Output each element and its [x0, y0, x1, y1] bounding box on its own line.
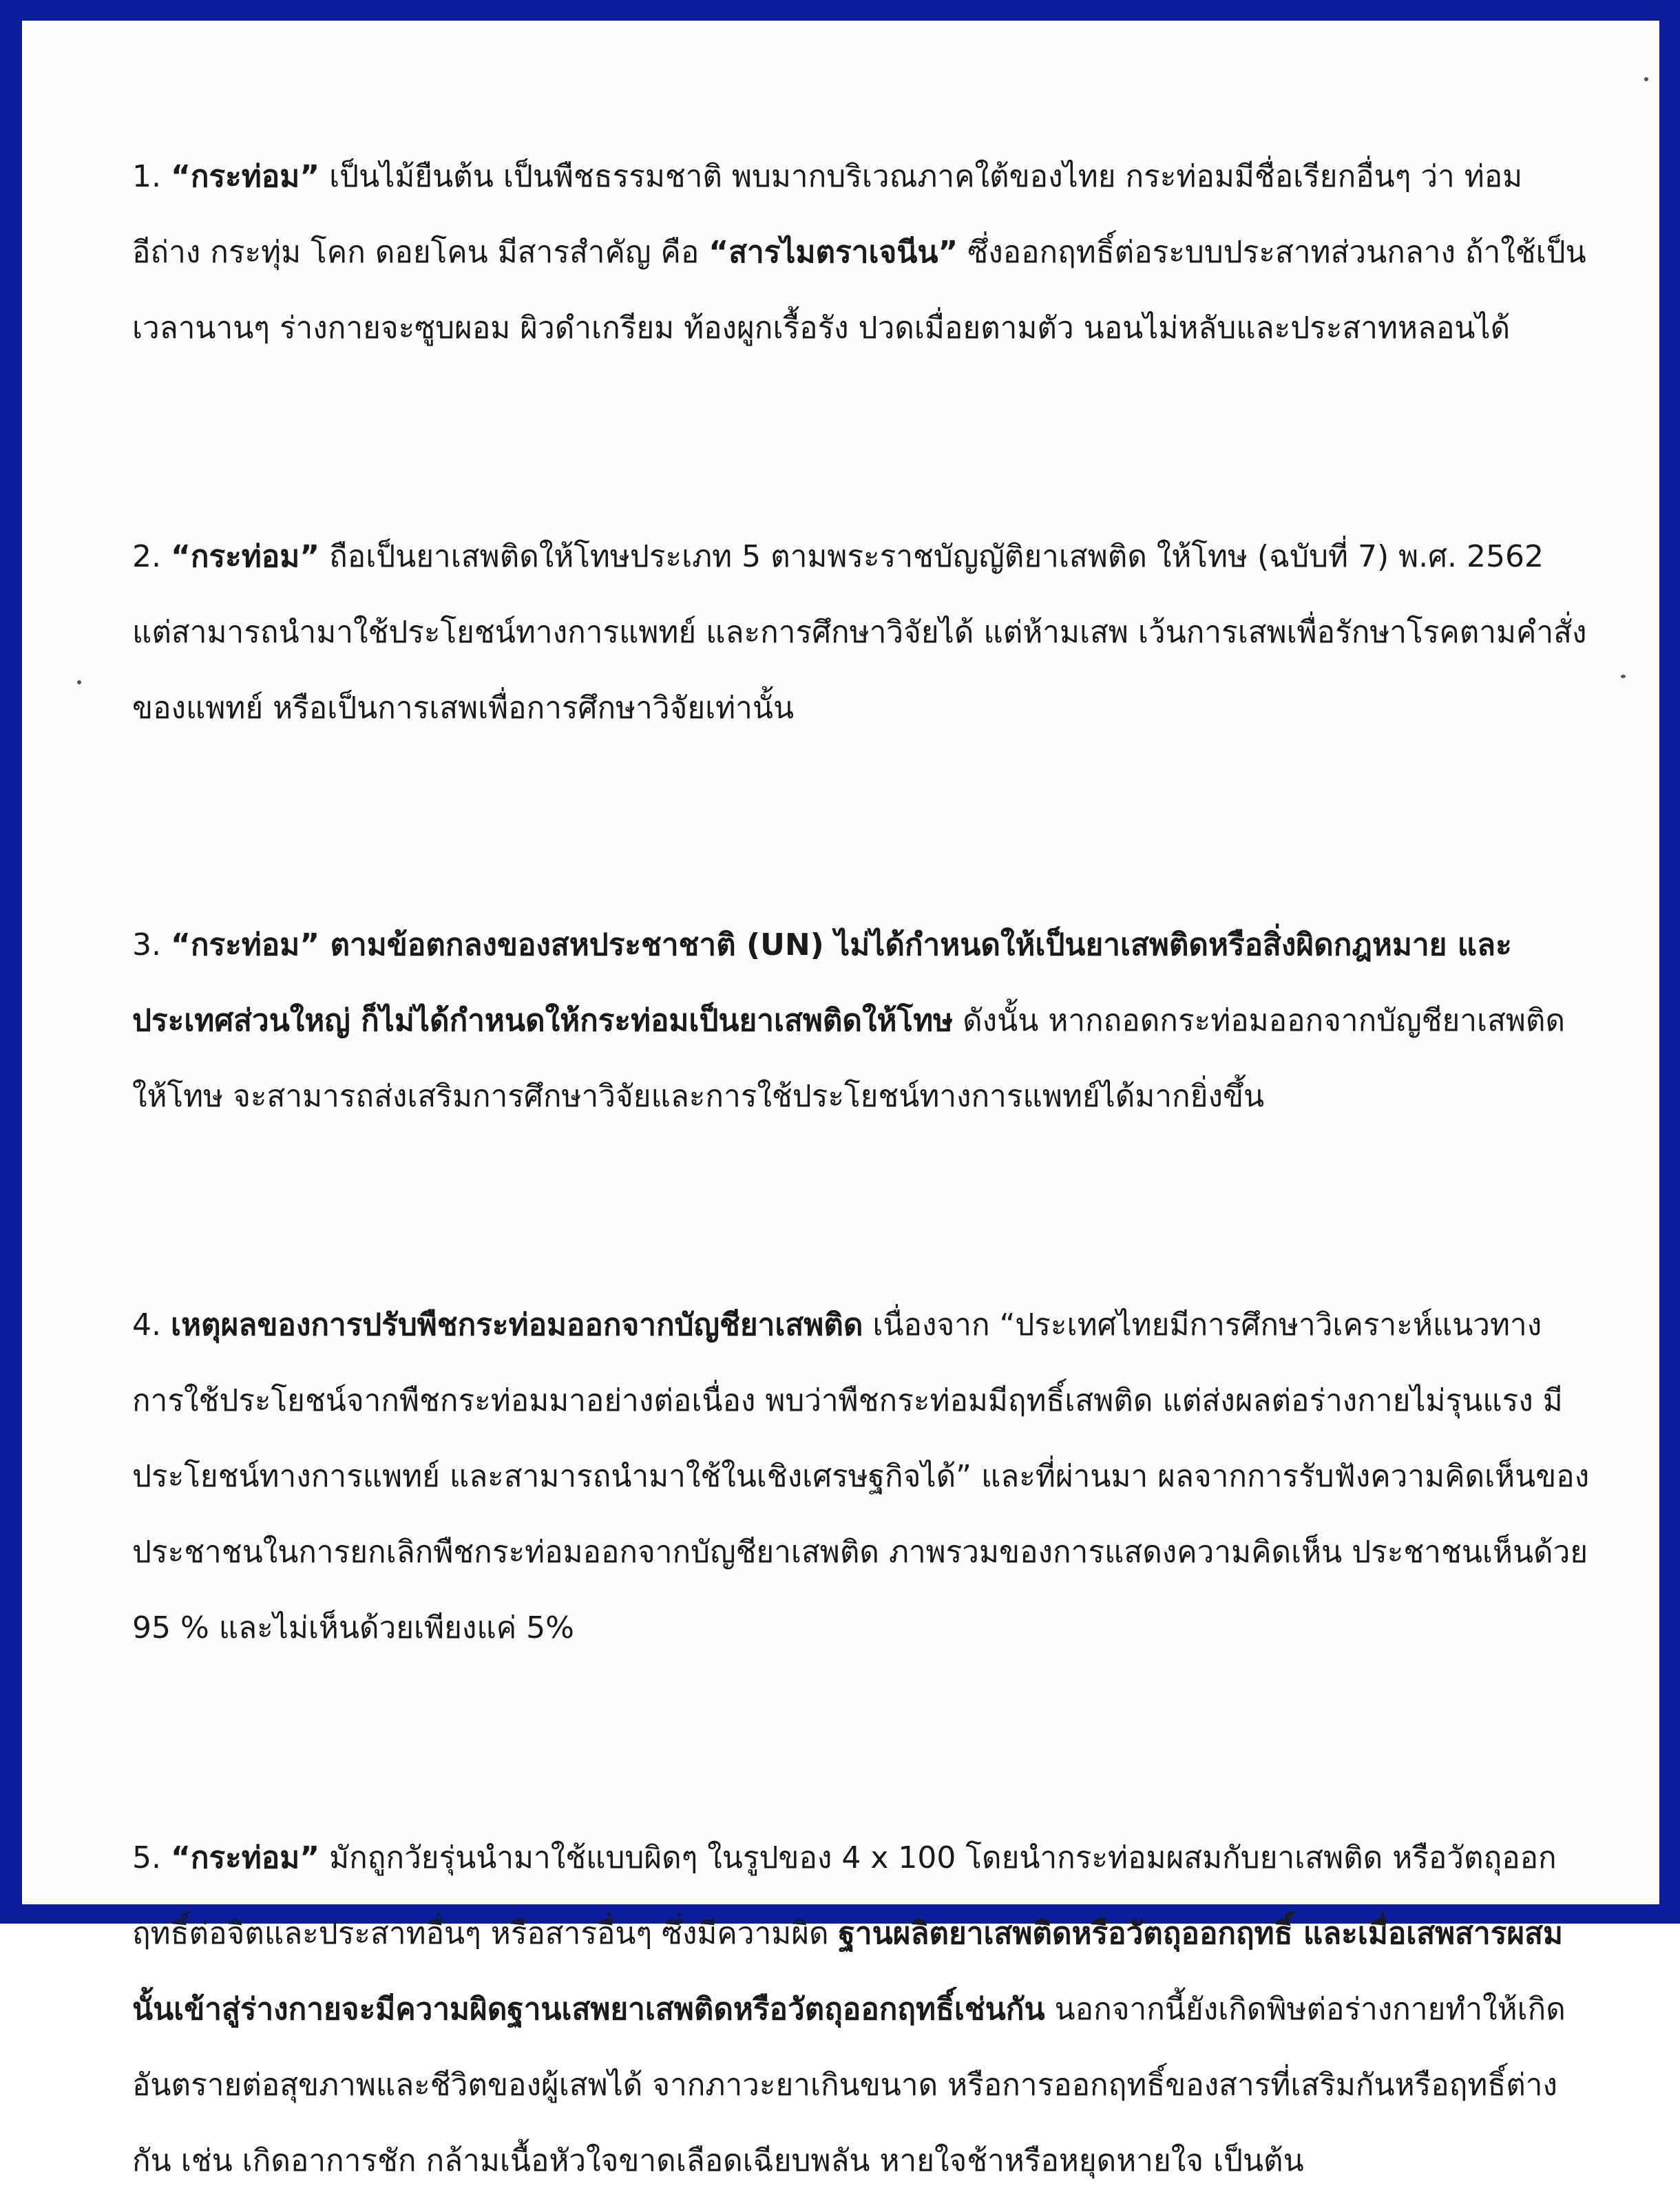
paragraph-5-text: มักถูกวัยรุ่นนำมาใช้แบบผิดๆ ในรูปของ 4 x 100 โดยนำกระท่อมผสมกับยาเสพติด หรือวัตถุออกฤทธิ์ต่อจิตและประสาทอื่นๆ หรือสารอื่นๆ ซึ่งมีความผิด — [132, 1840, 1557, 1951]
paragraph-1-term: “กระท่อม” — [170, 159, 320, 194]
paragraph-2 — [132, 519, 1590, 746]
scan-speck — [1621, 675, 1626, 678]
paragraph-2-number: 2. — [132, 539, 171, 574]
paragraph-5-bold-text: ฐานผลิตยาเสพติดหรือวัตถุออกฤทธิ์ และเมื่อเสพสารผสมนั้นเข้าสู่ร่างกายจะมีความผิดฐานเสพยาเสพติดหรือวัตถุออกฤทธิ์เช่นกัน — [132, 1916, 1563, 2027]
paragraph-5-term: “กระท่อม” — [170, 1840, 320, 1875]
paragraph-4 — [132, 1287, 1590, 1666]
paragraph-1-substance: “สารไมตราเจนีน” — [708, 235, 958, 270]
paragraph-1 — [132, 139, 1590, 366]
paragraph-4-number: 4. — [132, 1307, 171, 1343]
paragraph-5 — [132, 1820, 1590, 2199]
paragraph-2-term: “กระท่อม” — [170, 539, 320, 574]
paragraph-2-text: ถือเป็นยาเสพติดให้โทษประเภท 5 ตามพระราชบัญญัติยาเสพติด ให้โทษ (ฉบับที่ 7) พ.ศ. 2562 แต่สามารถนำมาใช้ประโยชน์ทางการแพทย์ และการศึกษาวิจัยได้ แต่ห้ามเสพ เว้นการเสพเพื่อรักษาโรคตามคำสั่งของแพทย์ หรือเป็นการเสพเพื่อการศึกษาวิจัยเท่านั้น — [132, 539, 1587, 726]
scan-speck — [1644, 77, 1648, 81]
paragraph-4-heading: เหตุผลของการปรับพืชกระท่อมออกจากบัญชียาเสพติด — [170, 1307, 863, 1343]
paragraph-1-text-end: ซึ่งออกฤทธิ์ต่อระบบประสาทส่วนกลาง ถ้าใช้เป็นเวลานานๆ ร่างกายจะซูบผอม ผิวดำเกรียม ท้องผูกเรื้อรัง ปวดเมื่อยตามตัว นอนไม่หลับและประสาทหลอนได้ — [132, 235, 1586, 346]
paragraph-3-bold-text: “กระท่อม” ตามข้อตกลงของสหประชาชาติ (UN) ไม่ได้กำหนดให้เป็นยาเสพติดหรือสิ่งผิดกฎหมาย และประเทศส่วนใหญ่ ก็ไม่ได้กำหนดให้กระท่อมเป็นยาเสพติดให้โทษ — [132, 927, 1512, 1038]
paragraph-3-number: 3. — [132, 927, 171, 962]
paragraph-4-text: เนื่องจาก “ประเทศไทยมีการศึกษาวิเคราะห์แนวทาง การใช้ประโยชน์จากพืชกระท่อมมาอย่างต่อเนื่อง พบว่าพืชกระท่อมมีฤทธิ์เสพติด แต่ส่งผลต่อร่างกายไม่รุนแรง มีประโยชน์ทางการแพทย์ และสามารถนำมาใช้ในเชิงเศรษฐกิจได้” และที่ผ่านมา ผลจากการรับฟังความคิดเห็นของประชาชนในการยกเลิกพืชกระท่อมออกจากบัญชียาเสพติด ภาพรวมของการแสดงความคิดเห็น ประชาชนเห็นด้วย 95 % และไม่เห็นด้วยเพียงแค่ 5% — [132, 1307, 1590, 1645]
paragraph-5-text-end: นอกจากนี้ยังเกิดพิษต่อร่างกายทำให้เกิดอันตรายต่อสุขภาพและชีวิตของผู้เสพได้ จากภาวะยาเกินขนาด หรือการออกฤทธิ์ของสารที่เสริมกันหรือฤทธิ์ต่างกัน เช่น เกิดอาการชัก กล้ามเนื้อหัวใจขาดเลือดเฉียบพลัน หายใจช้าหรือหยุดหายใจ เป็นต้น — [132, 1992, 1566, 2178]
scan-speck — [77, 680, 81, 684]
document-page — [22, 21, 1659, 2178]
paragraph-1-text: เป็นไม้ยืนต้น เป็นพืชธรรมชาติ พบมากบริเวณภาคใต้ของไทย กระท่อมมีชื่อเรียกอื่นๆ ว่า ท่อม อีถ่าง กระทุ่ม โคก ดอยโคน มีสารสำคัญ คือ — [132, 159, 1523, 270]
paragraph-3 — [132, 907, 1590, 1135]
paragraph-3-text: ดังนั้น หากถอดกระท่อมออกจากบัญชียาเสพติดให้โทษ จะสามารถส่งเสริมการศึกษาวิจัยและการใช้ประโยชน์ทางการแพทย์ได้มากยิ่งขึ้น — [132, 1003, 1566, 1114]
paragraph-1-number: 1. — [132, 159, 171, 194]
paragraph-5-number: 5. — [132, 1840, 171, 1875]
